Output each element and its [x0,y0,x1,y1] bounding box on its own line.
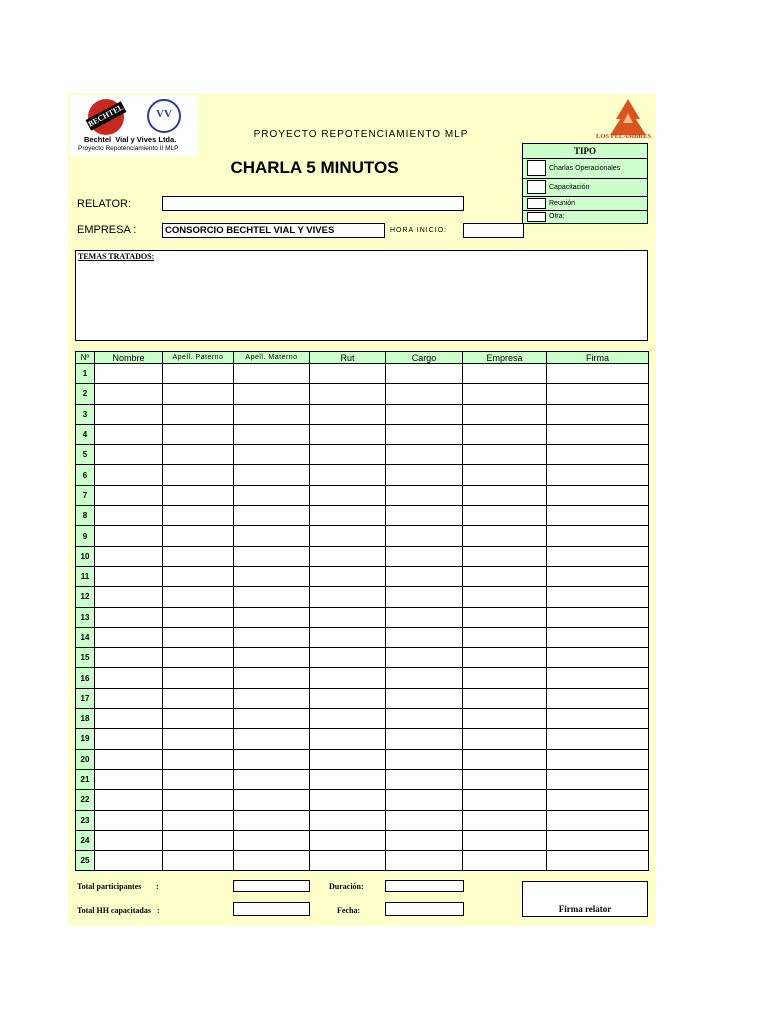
apellido-materno-cell[interactable] [234,790,310,810]
cargo-cell[interactable] [386,424,463,444]
total-participantes-label: Total participantes [77,882,142,891]
rut-cell[interactable] [310,648,386,668]
nombre-cell[interactable] [95,364,163,384]
table-row [76,424,649,444]
empresa-cell[interactable] [463,627,547,647]
apellido-paterno-cell[interactable] [163,424,234,444]
apellido-materno-cell[interactable] [234,445,310,465]
empresa-cell[interactable] [463,384,547,404]
project-title: PROYECTO REPOTENCIAMIENTO MLP [253,129,469,140]
table-row [76,627,649,647]
empresa-cell[interactable] [463,587,547,607]
table-row [76,546,649,566]
fecha-label: Fecha: [337,906,361,915]
empresa-cell[interactable] [463,465,547,485]
apellido-paterno-cell[interactable] [163,445,234,465]
table-row [76,830,649,850]
table-row [76,709,649,729]
tipo-option-reunion[interactable] [523,197,647,211]
col-header-numero: Nº [76,352,95,364]
nombre-cell[interactable] [95,465,163,485]
cargo-cell[interactable] [386,627,463,647]
tipo-checkbox-capacitacion[interactable] [527,180,546,194]
logo-subcaption: Proyecto Repotenciamiento II MLP [78,145,179,152]
row-number: 5 [76,445,95,465]
empresa-cell[interactable] [463,607,547,627]
tipo-checkbox-reunion[interactable] [527,198,546,209]
apellido-paterno-cell[interactable] [163,830,234,850]
firma-cell[interactable] [547,364,649,384]
table-row [76,790,649,810]
nombre-cell[interactable] [95,526,163,546]
apellido-paterno-cell[interactable] [163,526,234,546]
row-number: 2 [76,384,95,404]
row-number: 13 [76,607,95,627]
tipo-option-otra[interactable] [523,211,647,223]
apellido-materno-cell[interactable] [234,668,310,688]
apellido-materno-cell[interactable] [234,830,310,850]
apellido-paterno-cell[interactable] [163,668,234,688]
table-row [76,404,649,424]
apellido-materno-cell[interactable] [234,364,310,384]
cargo-cell[interactable] [386,384,463,404]
apellido-paterno-cell[interactable] [163,648,234,668]
cargo-cell[interactable] [386,506,463,526]
apellido-paterno-cell[interactable] [163,546,234,566]
tipo-label-capacitacion: Capacitación [549,184,590,191]
apellido-materno-cell[interactable] [234,607,310,627]
rut-cell[interactable] [310,465,386,485]
row-number: 20 [76,749,95,769]
apellido-materno-cell[interactable] [234,485,310,505]
rut-cell[interactable] [310,566,386,586]
empresa-cell[interactable] [463,424,547,444]
apellido-paterno-cell[interactable] [163,790,234,810]
cargo-cell[interactable] [386,729,463,749]
table-row [76,465,649,485]
rut-cell[interactable] [310,851,386,871]
empresa-cell[interactable] [463,566,547,586]
cargo-cell[interactable] [386,465,463,485]
empresa-cell[interactable] [463,364,547,384]
total-participantes-colon: : [156,882,159,891]
row-number: 24 [76,830,95,850]
apellido-materno-cell[interactable] [234,709,310,729]
nombre-cell[interactable] [95,404,163,424]
firma-cell[interactable] [547,445,649,465]
empresa-cell[interactable] [463,506,547,526]
tipo-label-charlas: Charlas Operacionales [549,165,621,172]
cargo-cell[interactable] [386,851,463,871]
apellido-materno-cell[interactable] [234,729,310,749]
temas-tratados-box[interactable] [75,250,648,341]
attendance-header-row [76,352,649,364]
firma-cell[interactable] [547,607,649,627]
nombre-cell[interactable] [95,566,163,586]
attendance-table [75,351,649,871]
row-number: 10 [76,546,95,566]
tipo-panel [522,143,648,224]
table-row [76,485,649,505]
firma-cell[interactable] [547,587,649,607]
apellido-paterno-cell[interactable] [163,709,234,729]
nombre-cell[interactable] [95,851,163,871]
apellido-materno-cell[interactable] [234,749,310,769]
firma-cell[interactable] [547,485,649,505]
firma-cell[interactable] [547,566,649,586]
nombre-cell[interactable] [95,668,163,688]
apellido-materno-cell[interactable] [234,424,310,444]
cargo-cell[interactable] [386,404,463,424]
table-row [76,526,649,546]
cargo-cell[interactable] [386,607,463,627]
fecha-field[interactable] [385,902,464,916]
table-row [76,688,649,708]
row-number: 3 [76,404,95,424]
table-row [76,445,649,465]
cargo-cell[interactable] [386,830,463,850]
apellido-paterno-cell[interactable] [163,465,234,485]
cargo-cell[interactable] [386,790,463,810]
rut-cell[interactable] [310,709,386,729]
rut-cell[interactable] [310,769,386,789]
tipo-option-charlas[interactable] [523,159,647,179]
row-number: 19 [76,729,95,749]
table-row [76,648,649,668]
rut-cell[interactable] [310,830,386,850]
table-row [76,506,649,526]
attendance-body [76,364,649,871]
apellido-materno-cell[interactable] [234,851,310,871]
table-row [76,769,649,789]
firma-cell[interactable] [547,769,649,789]
cargo-cell[interactable] [386,810,463,830]
cargo-cell[interactable] [386,364,463,384]
empresa-cell[interactable] [463,769,547,789]
nombre-cell[interactable] [95,546,163,566]
apellido-paterno-cell[interactable] [163,364,234,384]
empresa-cell[interactable] [463,851,547,871]
rut-cell[interactable] [310,587,386,607]
apellido-paterno-cell[interactable] [163,749,234,769]
nombre-cell[interactable] [95,627,163,647]
table-row [76,566,649,586]
cargo-cell[interactable] [386,668,463,688]
apellido-materno-cell[interactable] [234,627,310,647]
apellido-paterno-cell[interactable] [163,627,234,647]
firma-cell[interactable] [547,810,649,830]
nombre-cell[interactable] [95,769,163,789]
apellido-materno-cell[interactable] [234,526,310,546]
row-number: 11 [76,566,95,586]
row-number: 4 [76,424,95,444]
col-header-nombre: Nombre [95,352,163,364]
firma-cell[interactable] [547,465,649,485]
table-row [76,384,649,404]
nombre-cell[interactable] [95,790,163,810]
nombre-cell[interactable] [95,709,163,729]
firma-cell[interactable] [547,851,649,871]
rut-cell[interactable] [310,810,386,830]
apellido-paterno-cell[interactable] [163,506,234,526]
apellido-materno-cell[interactable] [234,769,310,789]
tipo-option-capacitacion[interactable] [523,179,647,197]
nombre-cell[interactable] [95,587,163,607]
apellido-materno-cell[interactable] [234,688,310,708]
empresa-cell[interactable] [463,688,547,708]
total-hh-field[interactable] [233,902,310,916]
tipo-label-otra: Otra: [549,213,565,220]
empresa-field[interactable]: CONSORCIO BECHTEL VIAL Y VIVES [162,223,385,238]
rut-cell[interactable] [310,384,386,404]
apellido-paterno-cell[interactable] [163,384,234,404]
apellido-paterno-cell[interactable] [163,404,234,424]
nombre-cell[interactable] [95,445,163,465]
table-row [76,587,649,607]
empresa-cell[interactable] [463,485,547,505]
col-header-empresa: Empresa [463,352,547,364]
empresa-cell[interactable] [463,810,547,830]
nombre-cell[interactable] [95,810,163,830]
col-header-apellido-paterno: Apell. Paterno [163,352,234,364]
relator-field[interactable] [162,196,464,211]
firma-cell[interactable] [547,648,649,668]
total-hh-colon: : [157,906,160,915]
cargo-cell[interactable] [386,709,463,729]
row-number: 22 [76,790,95,810]
table-row [76,364,649,384]
cargo-cell[interactable] [386,587,463,607]
empresa-cell[interactable] [463,526,547,546]
empresa-cell[interactable] [463,668,547,688]
empresa-cell[interactable] [463,729,547,749]
cargo-cell[interactable] [386,688,463,708]
apellido-materno-cell[interactable] [234,587,310,607]
rut-cell[interactable] [310,627,386,647]
duracion-field[interactable] [385,880,464,892]
cargo-cell[interactable] [386,769,463,789]
firma-relator-label: Firma relator [558,904,612,914]
empresa-cell[interactable] [463,546,547,566]
empresa-cell[interactable] [463,648,547,668]
empresa-label: EMPRESA : [77,224,137,236]
apellido-materno-cell[interactable] [234,384,310,404]
empresa-cell[interactable] [463,749,547,769]
rut-cell[interactable] [310,506,386,526]
table-row [76,810,649,830]
firma-cell[interactable] [547,709,649,729]
nombre-cell[interactable] [95,506,163,526]
apellido-paterno-cell[interactable] [163,566,234,586]
apellido-paterno-cell[interactable] [163,607,234,627]
rut-cell[interactable] [310,790,386,810]
row-number: 9 [76,526,95,546]
relator-label: RELATOR: [77,198,131,210]
row-number: 15 [76,648,95,668]
row-number: 25 [76,851,95,871]
col-header-rut: Rut [310,352,386,364]
firma-relator-box[interactable] [522,881,648,917]
firma-cell[interactable] [547,668,649,688]
nombre-cell[interactable] [95,729,163,749]
apellido-materno-cell[interactable] [234,404,310,424]
apellido-materno-cell[interactable] [234,546,310,566]
rut-cell[interactable] [310,729,386,749]
firma-cell[interactable] [547,749,649,769]
page-title: CHARLA 5 MINUTOS [230,158,399,177]
apellido-materno-cell[interactable] [234,566,310,586]
firma-cell[interactable] [547,404,649,424]
cargo-cell[interactable] [386,445,463,465]
cargo-cell[interactable] [386,749,463,769]
apellido-materno-cell[interactable] [234,506,310,526]
row-number: 14 [76,627,95,647]
rut-cell[interactable] [310,668,386,688]
apellido-materno-cell[interactable] [234,465,310,485]
empresa-cell[interactable] [463,445,547,465]
tipo-heading: TIPO [523,144,647,159]
hora-inicio-label: HORA INICIO: [390,227,448,234]
nombre-cell[interactable] [95,607,163,627]
apellido-paterno-cell[interactable] [163,851,234,871]
nombre-cell[interactable] [95,424,163,444]
cargo-cell[interactable] [386,648,463,668]
row-number: 7 [76,485,95,505]
apellido-materno-cell[interactable] [234,810,310,830]
nombre-cell[interactable] [95,648,163,668]
firma-cell[interactable] [547,627,649,647]
rut-cell[interactable] [310,485,386,505]
firma-cell[interactable] [547,729,649,749]
cargo-cell[interactable] [386,546,463,566]
apellido-paterno-cell[interactable] [163,688,234,708]
cargo-cell[interactable] [386,526,463,546]
rut-cell[interactable] [310,445,386,465]
row-number: 1 [76,364,95,384]
temas-tratados-label: TEMAS TRATADOS: [78,252,155,261]
logo-caption: Bechtel Vial y Vives Ltda. [84,135,177,144]
total-participantes-field[interactable] [233,880,310,892]
row-number: 16 [76,668,95,688]
bechtel-logo: BECHTEL [88,99,124,135]
table-row [76,668,649,688]
duracion-label: Duración: [329,882,364,891]
nombre-cell[interactable] [95,830,163,850]
row-number: 17 [76,688,95,708]
nombre-cell[interactable] [95,688,163,708]
table-row [76,851,649,871]
rut-cell[interactable] [310,688,386,708]
empresa-cell[interactable] [463,404,547,424]
row-number: 21 [76,769,95,789]
apellido-paterno-cell[interactable] [163,485,234,505]
nombre-cell[interactable] [95,749,163,769]
apellido-materno-cell[interactable] [234,648,310,668]
rut-cell[interactable] [310,364,386,384]
table-row [76,749,649,769]
rut-cell[interactable] [310,607,386,627]
mlp-logo-text: LOS PELAMBRES [596,133,652,140]
firma-cell[interactable] [547,506,649,526]
apellido-paterno-cell[interactable] [163,810,234,830]
firma-cell[interactable] [547,688,649,708]
tipo-checkbox-charlas[interactable] [527,160,546,176]
rut-cell[interactable] [310,404,386,424]
row-number: 6 [76,465,95,485]
col-header-cargo: Cargo [386,352,463,364]
nombre-cell[interactable] [95,384,163,404]
table-row [76,729,649,749]
cargo-cell[interactable] [386,566,463,586]
empresa-cell[interactable] [463,709,547,729]
table-row [76,607,649,627]
hora-inicio-field[interactable] [463,223,524,238]
firma-cell[interactable] [547,546,649,566]
apellido-paterno-cell[interactable] [163,729,234,749]
firma-cell[interactable] [547,424,649,444]
vial-y-vives-logo: VV [147,99,181,133]
rut-cell[interactable] [310,546,386,566]
tipo-label-reunion: Reunión [549,200,576,207]
nombre-cell[interactable] [95,485,163,505]
empresa-cell[interactable] [463,790,547,810]
row-number: 18 [76,709,95,729]
firma-cell[interactable] [547,384,649,404]
row-number: 8 [76,506,95,526]
col-header-firma: Firma [547,352,649,364]
cargo-cell[interactable] [386,485,463,505]
rut-cell[interactable] [310,424,386,444]
row-number: 23 [76,810,95,830]
empresa-cell[interactable] [463,830,547,850]
row-number: 12 [76,587,95,607]
col-header-apellido-materno: Apell. Materno [234,352,310,364]
apellido-paterno-cell[interactable] [163,587,234,607]
tipo-checkbox-otra[interactable] [527,212,546,222]
firma-cell[interactable] [547,830,649,850]
rut-cell[interactable] [310,526,386,546]
apellido-paterno-cell[interactable] [163,769,234,789]
firma-cell[interactable] [547,790,649,810]
total-hh-label: Total HH capacitadas [77,906,151,915]
rut-cell[interactable] [310,749,386,769]
firma-cell[interactable] [547,526,649,546]
